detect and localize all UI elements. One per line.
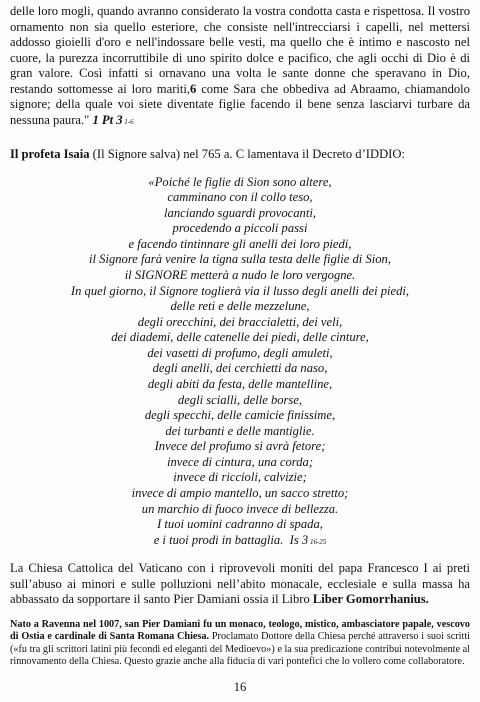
poem-line: il SIGNORE metterà a nudo le loro vergogne. (124, 267, 356, 282)
poem-line: degli scialli, delle borse, (177, 392, 303, 407)
chiesa-paragraph (10, 561, 470, 608)
isaia-heading (10, 147, 470, 163)
poem-line: dei vasetti di profumo, degli amuleti, (147, 345, 333, 360)
poem-line: invece di cintura, una corda; (166, 454, 314, 469)
poem-line: I tuoi uomini cadranno di spada, (157, 517, 323, 532)
footnote-bold: Nato a Ravenna nel 1007, san Pier Damiani fu un monaco, teologo, mistico, ambasciatore papale, vescovo di Ostia e cardinale di Santa Romana Chiesa. (10, 618, 470, 643)
book-title: Liber Gomorrhanius. (312, 592, 429, 607)
footnote-text: Proclamato Dottore della Chiesa perché attraverso i suoi scritti («fu tra gli scrittori latini più fecondi ed eleganti del Medioevo») e la sua predicazione contribuì notevolmente al rinnovamento della Chiesa. Questo grazie anche alla fiducia di vari pontefici che lo vollero come collaboratore. (10, 631, 470, 668)
poem-line: camminano con il collo teso, (167, 190, 313, 205)
intro-paragraph (10, 4, 470, 130)
poem-line: degli specchi, delle camicie finissime, (144, 408, 336, 423)
poem-line: dei diademi, delle catenelle dei piedi, delle cinture, (111, 330, 369, 345)
poem-line: «Poiché le figlie di Sion sono altere, (148, 174, 332, 189)
poem-line: degli orecchini, dei braccialetti, dei veli, (137, 314, 343, 329)
isaia-name: Il profeta Isaia (10, 147, 90, 161)
poem-line: lanciando sguardi provocanti, (164, 205, 316, 220)
poem-reference: Is 3 (289, 532, 309, 547)
bible-reference-verses: 1-6 (122, 117, 134, 126)
poem-line: e facendo tintinnare gli anelli dei loro piedi, (128, 236, 352, 251)
document-page (10, 4, 470, 669)
chiesa-text: La Chiesa Cattolica del Vaticano con i riprovevoli moniti del papa Francesco I ai preti sull’abuso ai minori e sulle polluzioni nell’abito monacale, ecclesiale e sulla massa ha abbassato da sopportare il santo Pier Damiani ossia il Libro (10, 561, 470, 607)
poem-line: In quel giorno, il Signore toglierà via il lusso degli anelli dei piedi, (70, 283, 410, 298)
poem-reference-verses: 16-25 (308, 537, 327, 546)
isaia-text: (Il Signore salva) nel 765 a. C lamentava il Decreto d’IDDIO: (89, 147, 405, 161)
poem-line: il Signore farà venire la tigna sulla testa delle figlie di Sion, (89, 252, 391, 267)
intro-text: delle loro mogli, quando avranno considerato la vostra condotta casta e rispettosa. Il vostro ornamento non sia quello esteriore, che consiste nell'intrecciarsi i capelli, nel mettersi addosso gioielli d'oro e nell'indossare belle vesti, ma quello che è intimo e nascosto nel cuore, la purezza incorruttibile di uno spirito dolce e pacifico, che agli occhi di Dio è di gran valore. Così infatti si ornavano una volta le sante donne che speravano in Dio, restando sottomesse ai loro mariti, (10, 4, 470, 96)
poem-line: degli abiti da festa, delle mantelline, (147, 377, 333, 392)
footnote (10, 619, 470, 669)
poem-line: un marchio di fuoco invece di bellezza. (141, 501, 339, 516)
poem-last-text: e i tuoi prodi in battaglia. (153, 532, 284, 547)
poem-line: Invece del profumo si avrà fetore; (154, 439, 326, 454)
poem-line: invece di ampio mantello, un sacco stretto; (131, 486, 349, 501)
isaia-poem (10, 175, 470, 551)
poem-line: degli anelli, dei cerchietti da naso, (152, 361, 328, 376)
poem-line: procedendo a piccoli passi (172, 221, 308, 236)
verse-number: 6 (190, 81, 197, 96)
poem-line: delle reti e delle mezzelune, (170, 299, 310, 314)
intro-text-continued: come Sara che obbediva ad Abraamo, chiamandolo signore; della quale voi siete diventate figlie facendo il bene senza lasciarvi turbare da nessuna paura." (10, 81, 470, 127)
poem-line: dei turbanti e delle mantiglie. (165, 423, 315, 438)
poem-line: invece di riccioli, calvizie; (173, 470, 307, 485)
poem-line-last (10, 533, 470, 551)
page-number: 16 (233, 680, 247, 694)
bible-reference: 1 Pt 3 (92, 112, 123, 127)
